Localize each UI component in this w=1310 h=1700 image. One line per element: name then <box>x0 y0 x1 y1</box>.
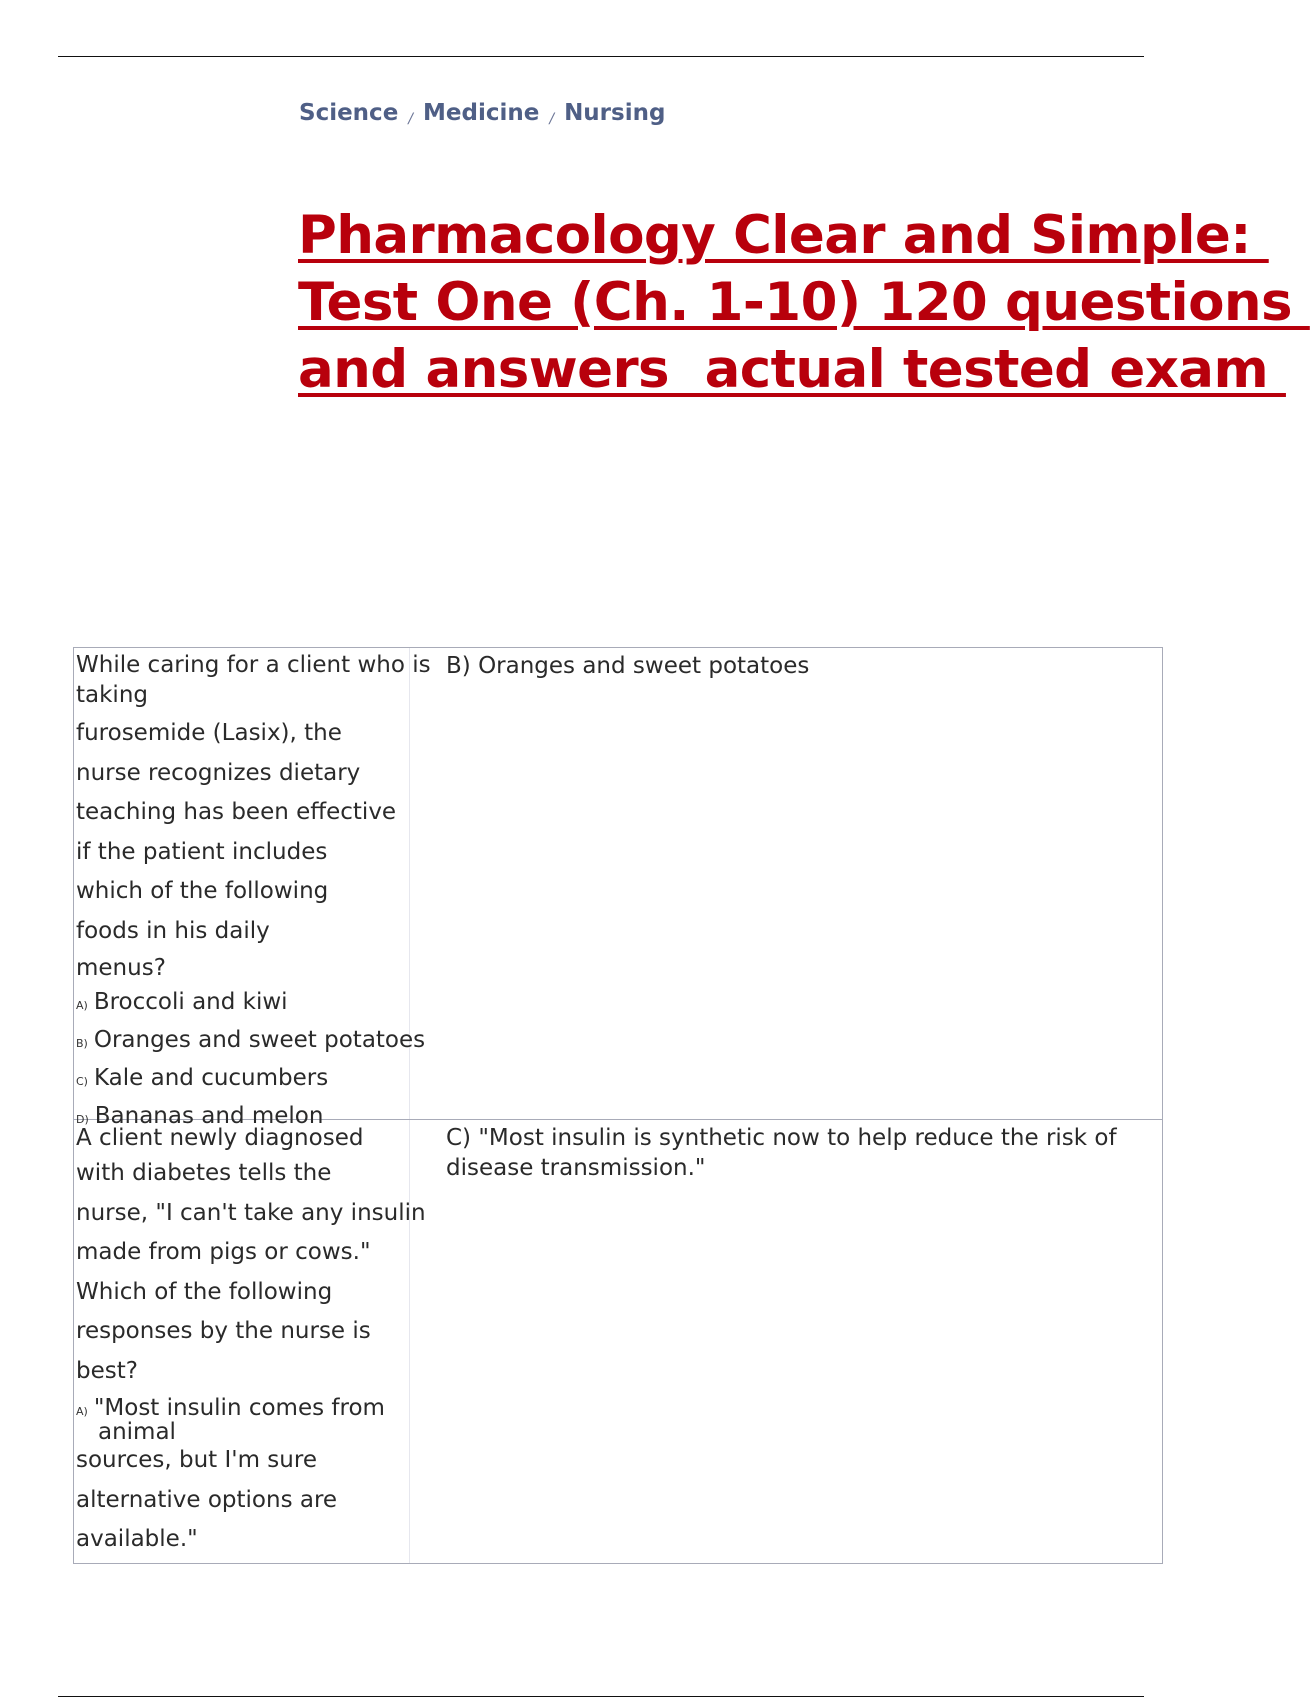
question-cell <box>74 648 431 1129</box>
question-line: While caring for a client who is <box>76 652 431 678</box>
answer-cell: C) "Most insulin is synthetic now to help reduce the risk of disease transmission." <box>446 1125 1117 1181</box>
question-line: teaching has been effective <box>76 799 397 825</box>
breadcrumb-science[interactable]: Science <box>299 100 399 126</box>
question-line: furosemide (Lasix), the <box>76 720 342 746</box>
question-cell <box>74 1120 426 1563</box>
question-line: with diabetes tells the <box>76 1160 332 1186</box>
option-text: Oranges and sweet potatoes <box>93 1027 426 1053</box>
question-line: nurse, "I can't take any insulin <box>76 1199 426 1226</box>
option-text-continued: animal <box>98 1419 176 1445</box>
question-line: alternative options are <box>76 1486 338 1513</box>
title-line: and answers actual tested exam <box>298 338 1286 400</box>
option-letter: D) <box>76 1113 89 1126</box>
question-line: made from pigs or cows." <box>76 1239 371 1265</box>
answer-option <box>76 1023 426 1061</box>
top-rule <box>58 56 1144 57</box>
breadcrumb-nursing[interactable]: Nursing <box>564 100 666 126</box>
question-line: if the patient includes <box>76 838 328 865</box>
bottom-rule <box>58 1696 1144 1697</box>
qa-row <box>74 1120 1162 1563</box>
option-text: Broccoli and kiwi <box>93 989 288 1015</box>
answer-option <box>76 985 409 1023</box>
option-letter: A) <box>76 1405 88 1418</box>
option-letter: B) <box>76 1037 88 1050</box>
question-line: nurse recognizes dietary <box>76 759 361 786</box>
question-line: responses by the nurse is <box>76 1318 371 1344</box>
answer-cell: B) Oranges and sweet potatoes <box>446 653 810 679</box>
question-line: available." <box>76 1526 198 1552</box>
question-line: foods in his daily <box>76 917 270 944</box>
answer-option <box>76 1061 409 1099</box>
breadcrumb-medicine[interactable]: Medicine <box>423 100 540 126</box>
question-line: which of the following <box>76 878 329 904</box>
breadcrumb-separator: / <box>549 111 555 127</box>
question-line: sources, but I'm sure <box>76 1447 317 1473</box>
question-line: menus? <box>76 955 166 981</box>
answer-option <box>76 1391 409 1445</box>
question-line: Which of the following <box>76 1278 333 1305</box>
title-line: Pharmacology Clear and Simple: <box>298 204 1269 266</box>
option-letter: A) <box>76 999 88 1012</box>
question-line: best? <box>76 1357 138 1384</box>
breadcrumb <box>299 100 665 126</box>
document-title <box>298 202 1310 403</box>
option-text: "Most insulin comes from <box>93 1395 385 1421</box>
qa-table <box>73 647 1163 1564</box>
breadcrumb-separator: / <box>408 111 414 127</box>
option-letter: C) <box>76 1075 88 1088</box>
question-line: A client newly diagnosed <box>76 1125 364 1151</box>
qa-row <box>74 648 1162 1129</box>
title-line: Test One (Ch. 1-10) 120 questions <box>298 271 1310 333</box>
question-line: taking <box>76 682 148 708</box>
option-text: Kale and cucumbers <box>93 1065 329 1091</box>
option-text: Bananas and melon <box>94 1103 324 1129</box>
